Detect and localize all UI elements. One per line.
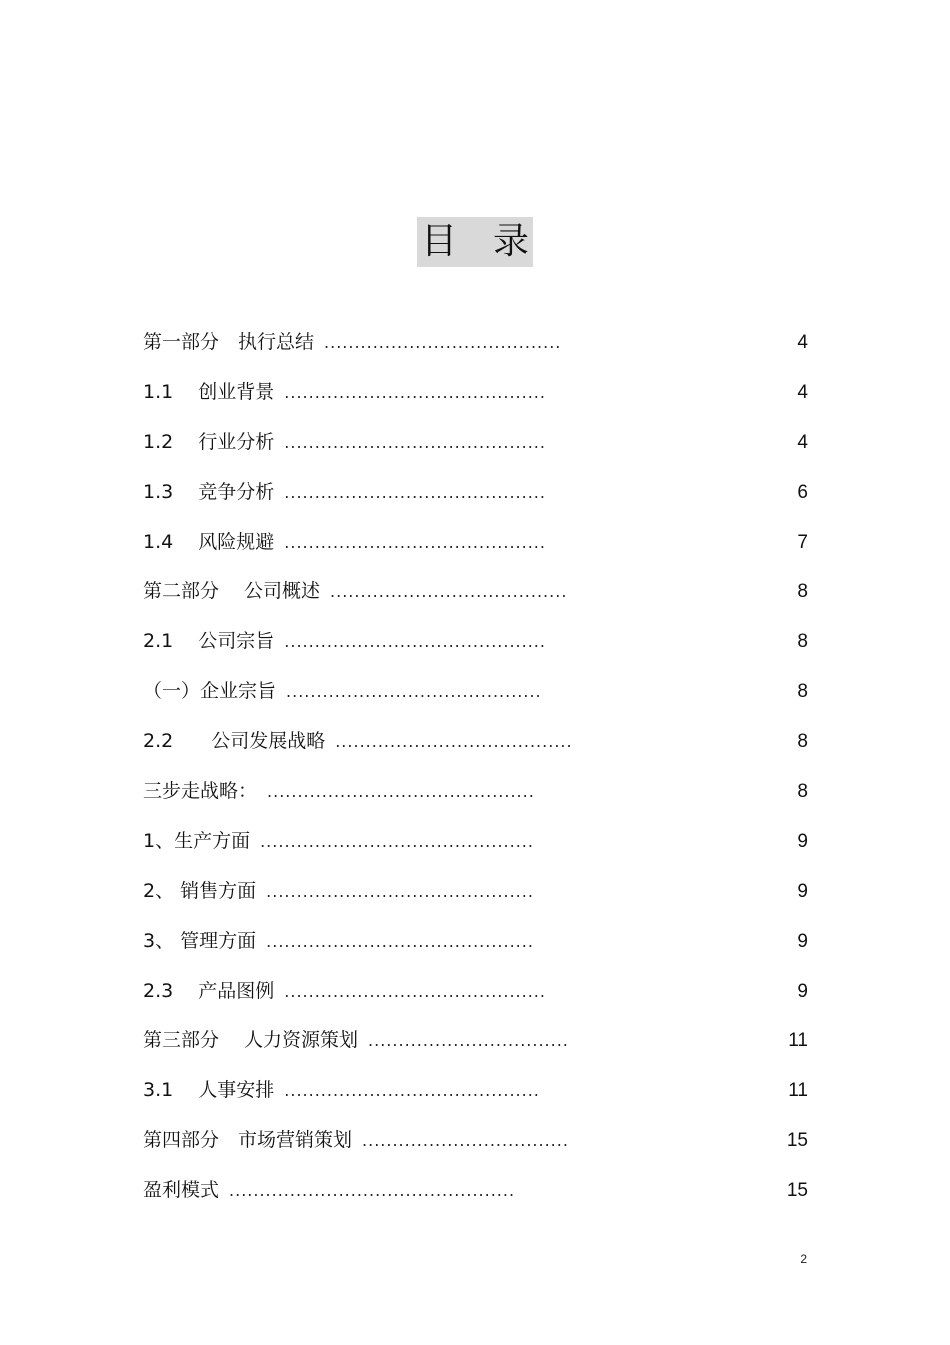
- toc-entry-page: 8: [797, 681, 808, 703]
- toc-entry-2-1[interactable]: [143, 617, 808, 667]
- toc-entry-part3-hr[interactable]: [143, 1016, 808, 1066]
- toc-entry-label: 3.1 人事安排: [143, 1079, 275, 1102]
- toc-entry-three-step-strategy[interactable]: [143, 767, 808, 817]
- toc-entry-page: 8: [797, 781, 808, 803]
- toc-entry-label: 第三部分 人力资源策划: [143, 1029, 359, 1052]
- toc-entry-page: 11: [788, 1030, 808, 1052]
- toc-leader-dots: ..........................................: [284, 1081, 540, 1101]
- toc-leader-dots: ............................................: [266, 931, 534, 951]
- toc-leader-dots: ...............................................: [229, 1181, 516, 1201]
- toc-entry-label: 2.2 公司发展战略: [143, 730, 326, 753]
- page-number: 2: [800, 1252, 807, 1266]
- toc-entry-page: 9: [797, 880, 808, 902]
- toc-leader-dots: ...........................................: [284, 432, 546, 452]
- toc-entry-page: 7: [797, 531, 808, 553]
- toc-entry-1-2[interactable]: [143, 418, 808, 468]
- toc-entry-label: 1.2 行业分析: [143, 430, 275, 453]
- toc-entry-label: 第二部分 公司概述: [143, 580, 321, 603]
- toc-leader-dots: .......................................: [324, 333, 562, 352]
- toc-leader-dots: ............................................: [267, 782, 535, 802]
- toc-entry-page: 8: [797, 631, 808, 653]
- toc-entry-1-3[interactable]: [143, 468, 808, 518]
- toc-entry-2-3[interactable]: [143, 967, 808, 1017]
- toc-entry-2-2[interactable]: [143, 717, 808, 767]
- toc-title: 目 录: [417, 217, 533, 267]
- toc-entry-profit-model[interactable]: [143, 1166, 808, 1216]
- toc-leader-dots: ...........................................: [284, 532, 546, 552]
- toc-entry-label: 2.3 产品图例: [143, 979, 275, 1002]
- toc-entry-page: 4: [797, 431, 808, 453]
- toc-leader-dots: ...........................................: [284, 382, 546, 402]
- toc-leader-dots: ............................................: [266, 881, 534, 901]
- toc-entry-label: 1.4 风险规避: [143, 530, 275, 553]
- toc-leader-dots: .......................................: [330, 582, 568, 602]
- toc-entry-page: 6: [797, 481, 808, 503]
- toc-entry-label: 1.3 竞争分析: [143, 480, 275, 503]
- toc-entry-page: 9: [797, 980, 808, 1002]
- toc-entry-management[interactable]: [143, 917, 808, 967]
- toc-entry-1-1[interactable]: [143, 368, 808, 418]
- toc-entry-label: （一）企业宗旨: [143, 680, 277, 703]
- toc-entry-label: 2.1 公司宗旨: [143, 630, 275, 653]
- toc-entry-2-1-a[interactable]: [143, 667, 808, 717]
- toc-leader-dots: ..........................................: [286, 682, 542, 702]
- toc-entry-part1-summary[interactable]: [143, 318, 808, 368]
- toc-entry-page: 9: [797, 930, 808, 952]
- toc-entry-part4-marketing[interactable]: [143, 1116, 808, 1166]
- table-of-contents: [143, 318, 808, 1216]
- toc-leader-dots: .................................: [368, 1031, 569, 1051]
- toc-entry-production[interactable]: [143, 817, 808, 867]
- toc-entry-page: 11: [788, 1080, 808, 1102]
- toc-leader-dots: ...........................................: [284, 632, 546, 652]
- toc-entry-3-1[interactable]: [143, 1066, 808, 1116]
- toc-entry-label: 盈利模式: [143, 1179, 220, 1202]
- toc-entry-sales[interactable]: [143, 867, 808, 917]
- toc-entry-page: 9: [797, 830, 808, 852]
- toc-leader-dots: ...........................................: [284, 981, 546, 1001]
- toc-entry-page: 8: [797, 581, 808, 603]
- toc-entry-page: 15: [786, 1180, 808, 1202]
- toc-entry-label: 三步走战略：: [143, 780, 258, 803]
- toc-entry-page: 4: [797, 332, 808, 353]
- toc-entry-label: 第一部分 执行总结: [143, 331, 315, 353]
- toc-leader-dots: .......................................: [335, 732, 573, 752]
- toc-entry-label: 第四部分 市场营销策划: [143, 1129, 353, 1152]
- toc-leader-dots: ...........................................: [284, 482, 546, 502]
- toc-entry-part2-overview[interactable]: [143, 567, 808, 617]
- toc-entry-page: 4: [797, 381, 808, 403]
- toc-entry-label: 1.1 创业背景: [143, 380, 275, 403]
- toc-leader-dots: ..................................: [362, 1131, 569, 1151]
- toc-entry-page: 8: [797, 731, 808, 753]
- toc-entry-1-4[interactable]: [143, 518, 808, 568]
- toc-entry-label: 2、 销售方面: [143, 879, 257, 902]
- toc-entry-page: 15: [786, 1130, 808, 1152]
- toc-entry-label: 1、生产方面: [143, 829, 251, 852]
- toc-leader-dots: .............................................: [260, 831, 534, 851]
- toc-entry-label: 3、 管理方面: [143, 929, 257, 952]
